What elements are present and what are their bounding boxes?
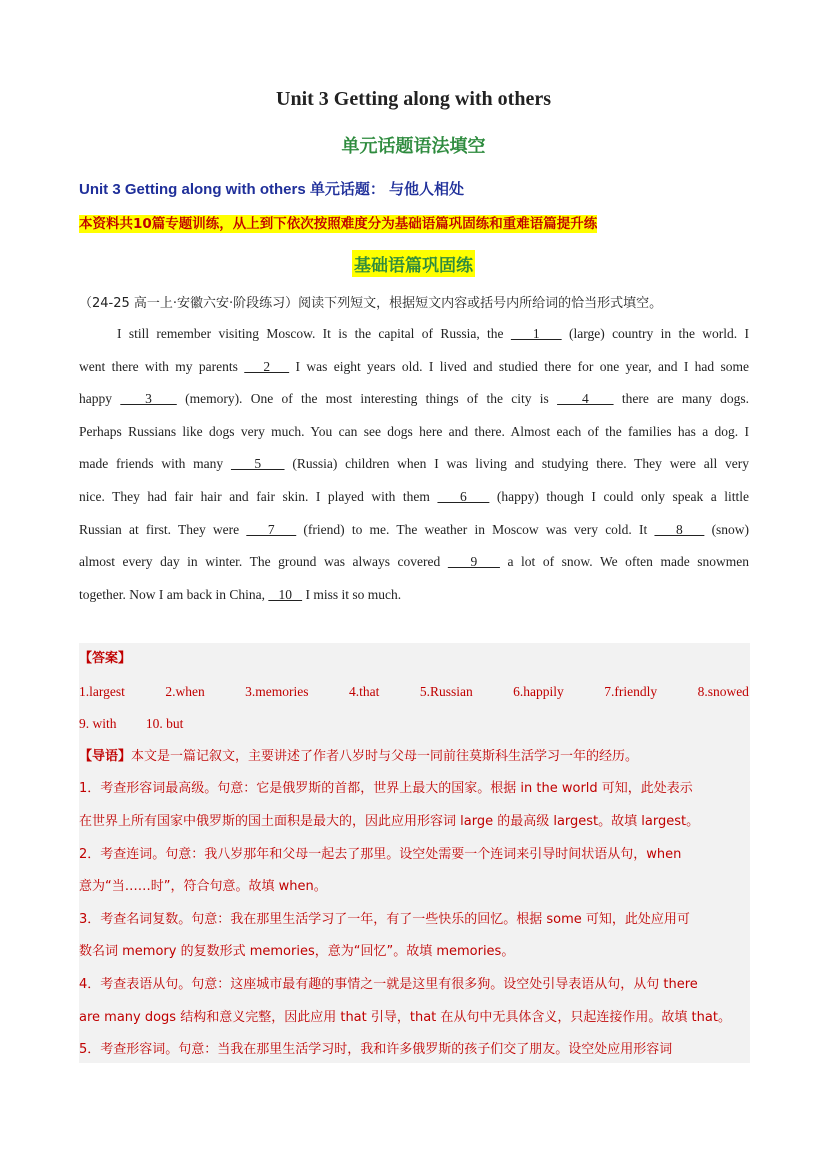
blank-8: 8 bbox=[654, 521, 705, 537]
blank-1: 1 bbox=[510, 326, 562, 341]
explanation-line: 5．考查形容词。句意：当我在那里生活学习时，我和许多俄罗斯的孩子们交了朋友。设空处应用形容词 bbox=[79, 1042, 673, 1058]
passage-line: together. Now I am back in China, 10 I miss it so much. bbox=[79, 586, 402, 602]
material-intro: 本资料共10篇专题训练，从上到下依次按照难度分为基础语篇巩固练和重难语篇提升练 bbox=[79, 216, 598, 232]
blank-7: 7 bbox=[246, 521, 297, 537]
answer-item: 7.friendly bbox=[604, 683, 658, 699]
guide-label: 【导语】 bbox=[79, 748, 132, 764]
passage-line: nice. They had fair hair and fair skin. I played with them 6 (happy) though I could only speak a little bbox=[79, 488, 750, 504]
answer-item: 8.snowed bbox=[697, 683, 749, 699]
blank-5: 5 bbox=[230, 456, 285, 472]
answer-list bbox=[79, 680, 749, 713]
passage-line: made friends with many 5 (Russia) children when I was living and studying there. They were all very bbox=[79, 456, 750, 472]
passage-line: went there with my parents 2 I was eight years old. I lived and studied there for one year, and I had some bbox=[79, 358, 750, 374]
answer-item: 1.largest bbox=[79, 683, 125, 699]
answer-item: 2.when bbox=[165, 683, 205, 699]
page-title: Unit 3 Getting along with others bbox=[276, 88, 551, 110]
passage-line: happy 3 (memory). One of the most interesting things of the city is 4 there are many dogs. bbox=[79, 391, 750, 407]
blank-4: 4 bbox=[557, 391, 614, 407]
guide-line: 【导语】本文是一篇记叙文，主要讲述了作者八岁时与父母一同前往莫斯科生活学习一年的经历。 bbox=[79, 748, 639, 764]
passage-line: I still remember visiting Moscow. It is the capital of Russia, the 1 (large) country in the world. I bbox=[117, 326, 750, 341]
page-subtitle: 单元话题语法填空 bbox=[341, 136, 486, 157]
passage-line: Perhaps Russians like dogs very much. You can see dogs here and there. Almost each of the families has a dog. I bbox=[79, 423, 749, 439]
explanation-line: 4．考查表语从句。句意：这座城市最有趣的事情之一就是这里有很多狗。设空处引导表语从句，从句 there bbox=[79, 976, 698, 992]
explanation-line: 在世界上所有国家中俄罗斯的国土面积是最大的，因此应用形容词 large 的最高级 largest。故填 largest。 bbox=[79, 813, 700, 829]
unit-topic: Unit 3 Getting along with others 单元话题： 与他人相处 bbox=[79, 181, 464, 198]
explanation-line: 数名词 memory 的复数形式 memories，意为“回忆”。故填 memories。 bbox=[79, 944, 515, 960]
explanation-line: 2．考查连词。句意：我八岁那年和父母一起去了那里。设空处需要一个连词来引导时间状语从句，when bbox=[79, 846, 682, 862]
answer-item: 5.Russian bbox=[419, 683, 473, 699]
blank-6: 6 bbox=[437, 488, 490, 504]
answer-content bbox=[79, 647, 749, 1071]
blank-3: 3 bbox=[120, 391, 177, 407]
answer-item: 4.that bbox=[348, 683, 380, 699]
passage-line: almost every day in winter. The ground was always covered 9 a lot of snow. We often made snowmen bbox=[79, 554, 750, 570]
answer-item: 9. with bbox=[79, 716, 117, 732]
explanation-line: 意为“当……时”，符合句意。故填 when。 bbox=[79, 879, 327, 895]
blank-10: 10 bbox=[268, 586, 303, 602]
explanation-line: 3．考查名词复数。句意：我在那里生活学习了一年，有了一些快乐的回忆。根据 some 可知，此处应用可 bbox=[79, 911, 690, 927]
answer-item: 10. but bbox=[145, 716, 184, 732]
answer-label: 【答案】 bbox=[79, 651, 132, 666]
blank-2: 2 bbox=[244, 358, 290, 374]
blank-9: 9 bbox=[447, 554, 500, 570]
passage-line: Russian at first. They were 7 (friend) to me. The weather in Moscow was very cold. It 8 (snow) bbox=[79, 521, 750, 537]
exercise-source: （24-25 高一上·安徽六安·阶段练习）阅读下列短文，根据短文内容或括号内所给词的恰当形式填空。 bbox=[79, 296, 663, 311]
answer-list bbox=[79, 712, 749, 745]
section-heading bbox=[0, 250, 827, 277]
passage bbox=[79, 322, 749, 615]
explanation-line: 1．考查形容词最高级。句意：它是俄罗斯的首都，世界上最大的国家。根据 in the world 可知，此处表示 bbox=[79, 781, 693, 797]
answer-item: 6.happily bbox=[513, 683, 564, 699]
section-title: 基础语篇巩固练 bbox=[352, 250, 475, 277]
explanation-line: are many dogs 结构和意义完整，因此应用 that 引导，that 在从句中无具体含义，只起连接作用。故填 that。 bbox=[79, 1009, 731, 1025]
answer-item: 3.memories bbox=[245, 683, 309, 699]
